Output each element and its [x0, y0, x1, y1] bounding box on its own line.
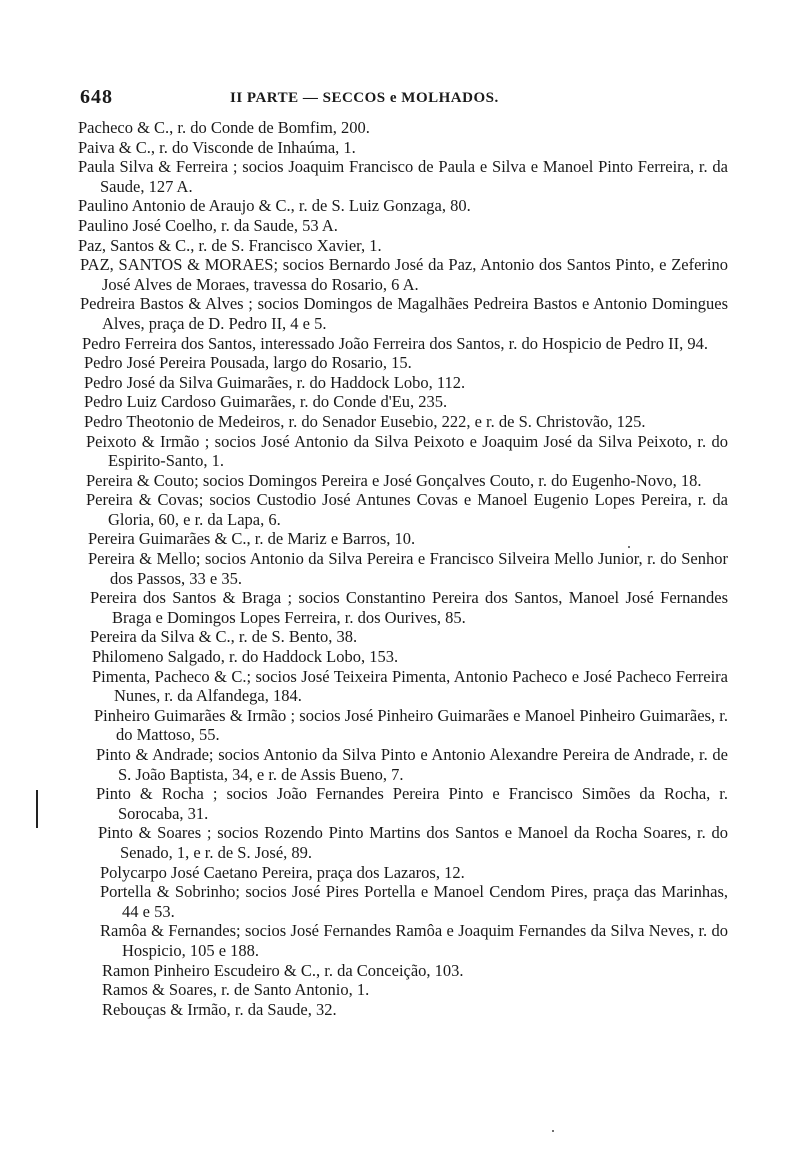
directory-entry: Pedreira Bastos & Alves ; socios Domingos de Magalhães Pedreira Bastos e Antonio Domingues Alves, praça de D. Pedro II, 4 e 5.	[80, 294, 728, 333]
directory-entry: Pereira dos Santos & Braga ; socios Constantino Pereira dos Santos, Manoel José Fernandes Braga e Domingos Lopes Ferreira, r. dos Ourives, 85.	[90, 588, 728, 627]
directory-listing	[78, 118, 728, 1019]
page-header	[80, 86, 740, 112]
directory-entry: Pedro José da Silva Guimarães, r. do Haddock Lobo, 112.	[84, 372, 466, 392]
directory-entry: PAZ, SANTOS & MORAES; socios Bernardo José da Paz, Antonio dos Santos Pinto, e Zeferino José Alves de Moraes, travessa do Rosario, 6 A.	[80, 255, 728, 294]
directory-entry: Paulino Antonio de Araujo & C., r. de S. Luiz Gonzaga, 80.	[78, 196, 471, 216]
directory-entry: Ramon Pinheiro Escudeiro & C., r. da Conceição, 103.	[102, 960, 464, 980]
directory-entry: Pedro Luiz Cardoso Guimarães, r. do Conde d'Eu, 235.	[84, 392, 448, 412]
directory-entry: Pereira & Covas; socios Custodio José Antunes Covas e Manoel Eugenio Lopes Pereira, r. da Gloria, 60, e r. da Lapa, 6.	[86, 490, 728, 529]
directory-entry: Pereira & Couto; socios Domingos Pereira e José Gonçalves Couto, r. do Eugenho-Novo, 18.	[86, 470, 702, 490]
directory-entry: Portella & Sobrinho; socios José Pires Portella e Manoel Cendom Pires, praça das Marinhas, 44 e 53.	[100, 882, 728, 921]
directory-entry: Ramôa & Fernandes; socios José Fernandes Ramôa e Joaquim Fernandes da Silva Neves, r. do Hospicio, 105 e 188.	[100, 921, 728, 960]
page-number: 648	[80, 86, 113, 108]
directory-entry: Pinto & Andrade; socios Antonio da Silva Pinto e Antonio Alexandre Pereira de Andrade, r. de S. João Baptista, 34, e r. de Assis Bueno, 7.	[96, 745, 728, 784]
directory-entry: Paula Silva & Ferreira ; socios Joaquim Francisco de Paula e Silva e Manoel Pinto Ferreira, r. da Saude, 127 A.	[78, 157, 728, 196]
directory-entry: Pinto & Soares ; socios Rozendo Pinto Martins dos Santos e Manoel da Rocha Soares, r. do Senado, 1, e r. de S. José, 89.	[98, 823, 728, 862]
margin-mark	[36, 790, 38, 828]
directory-entry: Pereira da Silva & C., r. de S. Bento, 38.	[90, 627, 358, 647]
directory-entry: Polycarpo José Caetano Pereira, praça dos Lazaros, 12.	[100, 862, 465, 882]
directory-entry: Pimenta, Pacheco & C.; socios José Teixeira Pimenta, Antonio Pacheco e José Pacheco Ferreira Nunes, r. da Alfandega, 184.	[92, 666, 728, 706]
directory-entry: Pinheiro Guimarães & Irmão ; socios José Pinheiro Guimarães e Manoel Pinheiro Guimarães, r. do Mattoso, 55.	[94, 705, 728, 745]
directory-entry: Paz, Santos & C., r. de S. Francisco Xavier, 1.	[78, 235, 382, 255]
directory-entry: Ramos & Soares, r. de Santo Antonio, 1.	[102, 980, 370, 1000]
print-speck	[628, 546, 630, 548]
directory-entry: Pedro Theotonio de Medeiros, r. do Senador Eusebio, 222, e r. de S. Christovão, 125.	[84, 411, 646, 431]
directory-entry: Pedro José Pereira Pousada, largo do Rosario, 15.	[84, 353, 412, 373]
directory-entry: Paulino José Coelho, r. da Saude, 53 A.	[78, 215, 338, 235]
running-title: II PARTE — SECCOS e MOLHADOS.	[230, 90, 499, 106]
directory-entry: Rebouças & Irmão, r. da Saude, 32.	[102, 999, 337, 1019]
directory-entry: Peixoto & Irmão ; socios José Antonio da Silva Peixoto e Joaquim José da Silva Peixoto, r. do Espirito-Santo, 1.	[86, 431, 728, 471]
directory-entry: Philomeno Salgado, r. do Haddock Lobo, 153.	[92, 647, 399, 667]
directory-entry: Pinto & Rocha ; socios João Fernandes Pereira Pinto e Francisco Simões da Rocha, r. Sorocaba, 31.	[96, 784, 728, 823]
directory-entry: Pereira & Mello; socios Antonio da Silva Pereira e Francisco Silveira Mello Junior, r. do Senhor dos Passos, 33 e 35.	[88, 549, 728, 588]
directory-entry: Pereira Guimarães & C., r. de Mariz e Barros, 10.	[88, 529, 416, 549]
print-speck	[552, 1130, 554, 1132]
directory-entry: Pacheco & C., r. do Conde de Bomfim, 200.	[78, 118, 370, 137]
directory-entry: Paiva & C., r. do Visconde de Inhaúma, 1.	[78, 137, 356, 157]
directory-entry: Pedro Ferreira dos Santos, interessado João Ferreira dos Santos, r. do Hospicio de Pedro II, 94.	[82, 333, 708, 353]
